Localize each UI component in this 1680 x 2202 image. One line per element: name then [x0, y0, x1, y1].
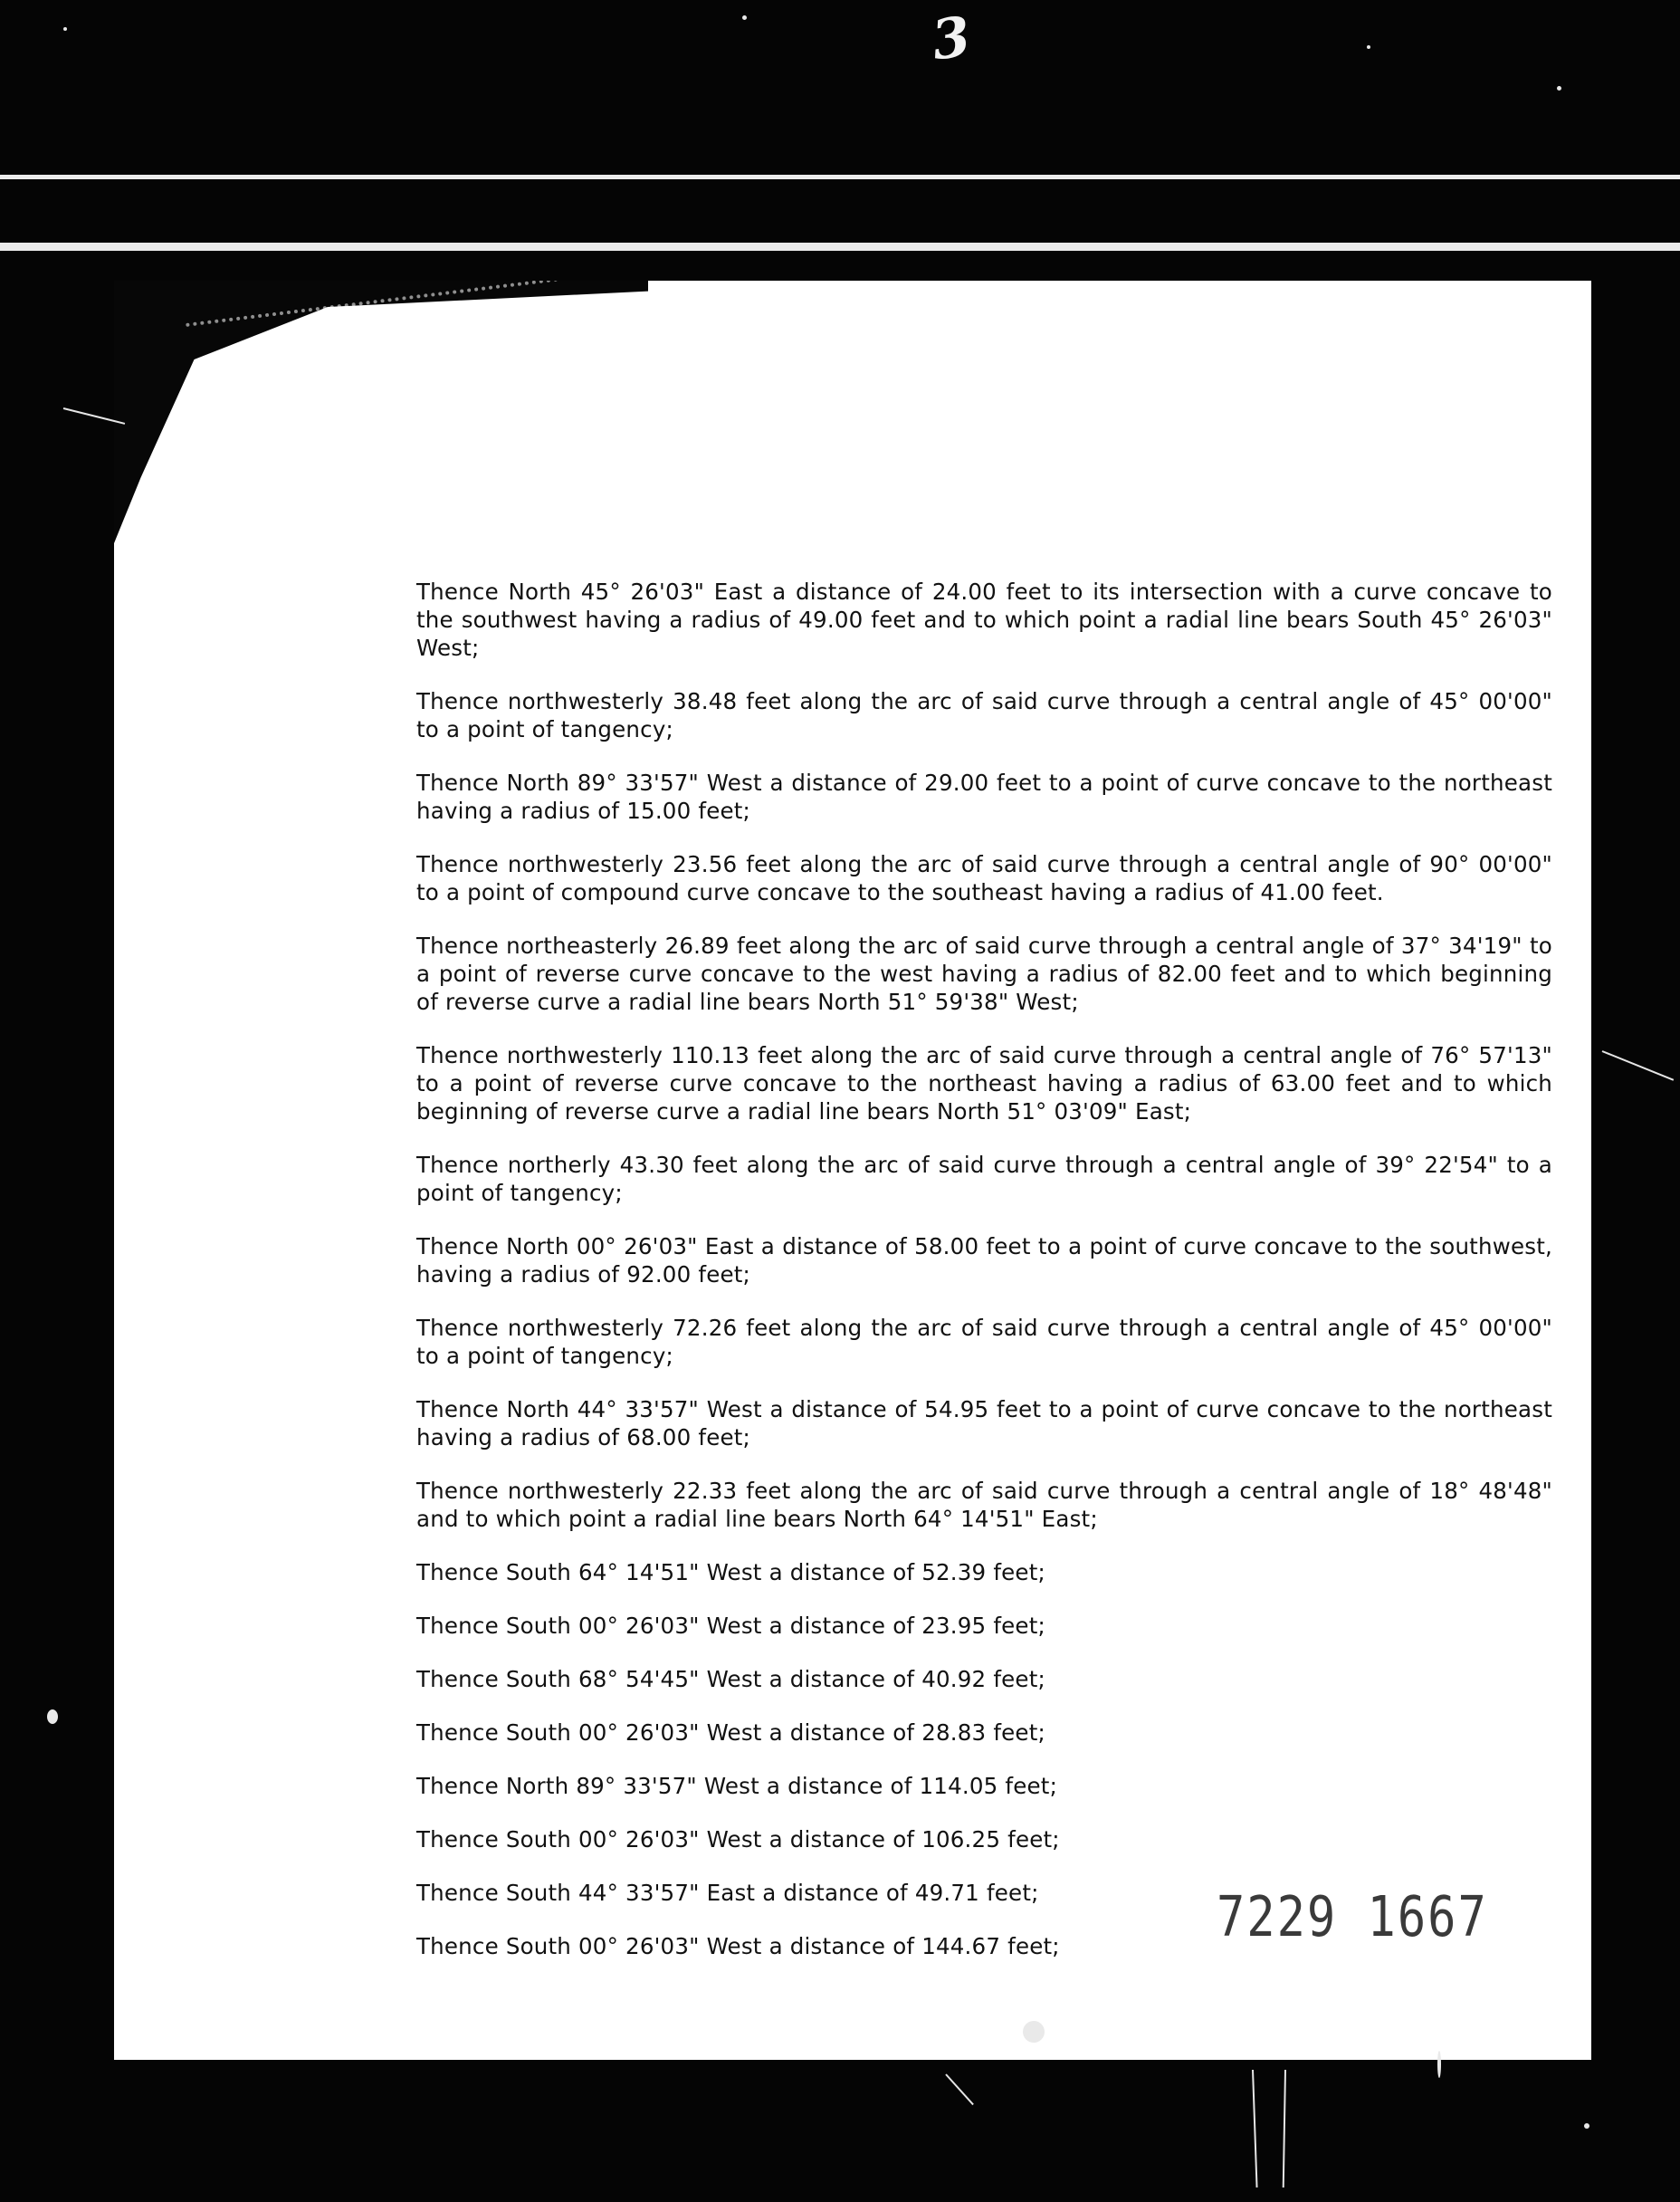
course-paragraph: Thence North 00° 26'03" East a distance of 58.00 feet to a point of curve concave to the southwest, having a radius of 92.00 feet;	[416, 1233, 1552, 1288]
scan-speck	[1437, 2051, 1441, 2078]
document-stamp: 7229 1667	[1217, 1885, 1488, 1950]
scan-speck	[1023, 2021, 1045, 2043]
legal-description-text	[416, 578, 1552, 1986]
scan-streak	[1283, 2070, 1286, 2188]
course-paragraph: Thence North 45° 26'03" East a distance of 24.00 feet to its intersection with a curve concave to the southwest having a radius of 49.00 feet and to which point a radial line bears South 45° 26'03" West;	[416, 579, 1552, 661]
course-line: Thence South 68° 54'45" West a distance of 40.92 feet;	[416, 1666, 1045, 1692]
course-line: Thence South 00° 26'03" West a distance of 106.25 feet;	[416, 1826, 1060, 1853]
course-paragraph: Thence North 89° 33'57" West a distance of 29.00 feet to a point of curve concave to the northeast having a radius of 15.00 feet;	[416, 770, 1552, 824]
course-line: Thence South 00° 26'03" West a distance of 28.83 feet;	[416, 1719, 1045, 1746]
scan-streak	[945, 2073, 974, 2105]
scan-line-top	[0, 175, 1680, 179]
scan-speck	[742, 15, 747, 20]
course-paragraph: Thence northwesterly 38.48 feet along the arc of said curve through a central angle of 45° 00'00" to a point of tangency;	[416, 688, 1552, 742]
page-number: 3	[928, 5, 975, 73]
scan-streak	[1602, 1050, 1675, 1081]
scan-streak	[1252, 2070, 1258, 2188]
course-line: Thence South 00° 26'03" West a distance of 144.67 feet;	[416, 1933, 1060, 1959]
course-paragraph: Thence northwesterly 22.33 feet along the arc of said curve through a central angle of 18° 48'48" and to which point a radial line bears North 64° 14'51" East;	[416, 1478, 1552, 1532]
course-paragraph: Thence northwesterly 72.26 feet along the arc of said curve through a central angle of 45° 00'00" to a point of tangency;	[416, 1315, 1552, 1369]
course-line: Thence South 64° 14'51" West a distance of 52.39 feet;	[416, 1559, 1045, 1585]
course-line: Thence North 89° 33'57" West a distance of 114.05 feet;	[416, 1773, 1058, 1799]
scan-speck	[1557, 86, 1561, 91]
scan-speck	[63, 27, 67, 31]
course-paragraph: Thence northwesterly 23.56 feet along the arc of said curve through a central angle of 90° 00'00" to a point of compound curve concave to the southeast having a radius of 41.00 feet.	[416, 851, 1552, 905]
course-line: Thence South 44° 33'57" East a distance of 49.71 feet;	[416, 1880, 1039, 1906]
scan-line-bottom	[0, 243, 1680, 251]
scan-speck	[47, 1709, 58, 1724]
course-paragraph: Thence North 44° 33'57" West a distance of 54.95 feet to a point of curve concave to the northeast having a radius of 68.00 feet;	[416, 1396, 1552, 1450]
course-paragraph: Thence northwesterly 110.13 feet along the arc of said curve through a central angle of 76° 57'13" to a point of reverse curve concave to the northeast having a radius of 63.00 feet and to which beginning of reverse curve a radial line bears North 51° 03'09" East;	[416, 1042, 1552, 1125]
course-paragraph: Thence northerly 43.30 feet along the arc of said curve through a central angle of 39° 22'54" to a point of tangency;	[416, 1152, 1552, 1206]
scan-speck	[1584, 2123, 1589, 2129]
scan-speck	[1367, 45, 1370, 49]
course-paragraph: Thence northeasterly 26.89 feet along the arc of said curve through a central angle of 37° 34'19" to a point of reverse curve concave to the west having a radius of 82.00 feet and to which beginning of reverse curve a radial line bears North 51° 59'38" West;	[416, 933, 1552, 1015]
course-line: Thence South 00° 26'03" West a distance of 23.95 feet;	[416, 1613, 1045, 1639]
